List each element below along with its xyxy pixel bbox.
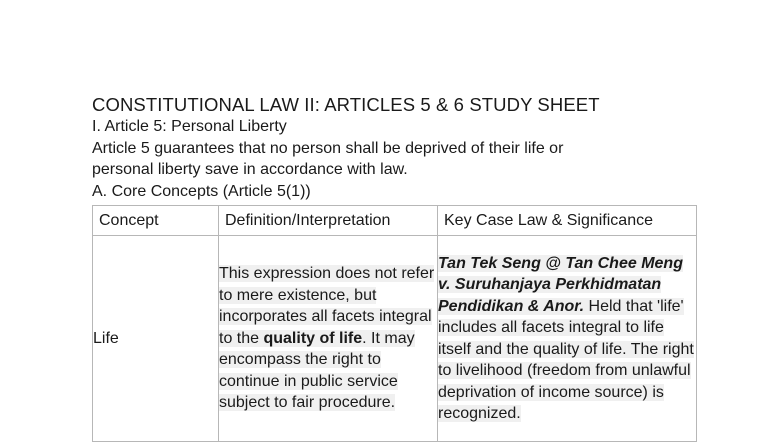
concept-label: Life — [93, 329, 119, 347]
case-law-cell — [438, 236, 697, 442]
definition-part-1: This expression does not refer to mere existence, but incorporates all facets integral to the — [219, 265, 435, 347]
table-row — [93, 236, 697, 442]
definition-part-2: . It may encompass the right to continue in public service subject to fair procedure. — [219, 329, 415, 412]
section-heading: I. Article 5: Personal Liberty — [92, 118, 287, 135]
column-header-case-law — [438, 206, 697, 236]
document-title: CONSTITUTIONAL LAW II: ARTICLES 5 & 6 STUDY SHEET — [92, 94, 600, 115]
study-sheet — [92, 94, 692, 202]
core-concepts-table — [92, 205, 697, 442]
definition-cell — [219, 236, 438, 442]
column-header-label: Key Case Law & Significance — [444, 212, 653, 229]
subsection-heading: A. Core Concepts (Article 5(1)) — [92, 182, 311, 200]
column-header-label: Concept — [99, 212, 159, 229]
case-law-text — [438, 255, 694, 423]
table-header-row — [93, 206, 697, 236]
column-header-label: Definition/Interpretation — [225, 212, 391, 229]
column-header-definition — [219, 206, 438, 236]
definition-bold-term: quality of life — [263, 329, 363, 347]
case-citation: Tan Tek Seng @ Tan Chee Meng v. Suruhanjaya Perkhidmatan Pendidikan & Anor. — [438, 254, 683, 315]
column-header-concept — [93, 206, 219, 236]
definition-text — [219, 265, 434, 411]
intro-line-2: personal liberty save in accordance with law. — [92, 161, 408, 178]
concept-cell — [93, 236, 219, 442]
intro-line-1: Article 5 guarantees that no person shall be deprived of their life or — [92, 139, 564, 157]
case-holding: Held that 'life' includes all facets integral to life itself and the quality of life. The right to livelihood (freedom from unlawful deprivation of income source) is recognized. — [438, 297, 694, 422]
